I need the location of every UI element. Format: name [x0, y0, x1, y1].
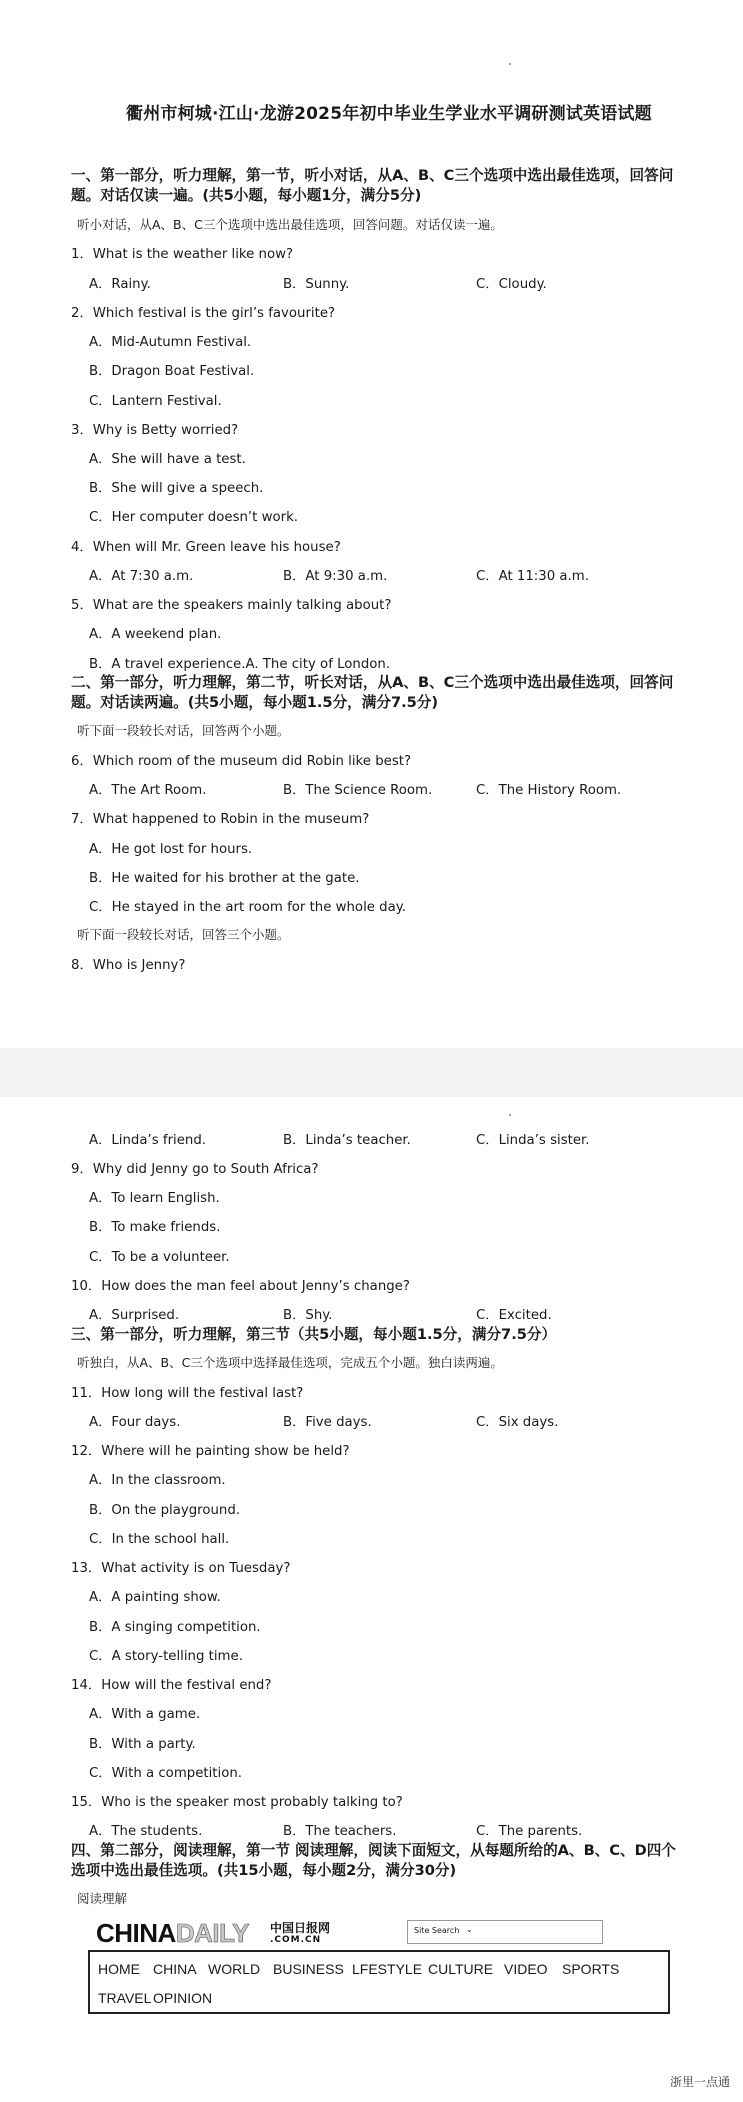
q10-option-a[interactable]: A．Surprised. — [89, 1308, 180, 1323]
logo-cn-text: 中国日报网 — [270, 1921, 331, 1935]
question-14: 14．How will the festival end? — [71, 1678, 272, 1693]
chevron-down-icon[interactable]: ⌄ — [466, 1925, 473, 1934]
question-5: 5．What are the speakers mainly talking about? — [71, 598, 392, 613]
nav-item-culture[interactable]: CULTURE — [428, 1961, 494, 1977]
chinadaily-logo[interactable] — [96, 1918, 249, 1949]
q8-option-a[interactable]: A．Linda’s friend. — [89, 1133, 207, 1148]
nav-item-sports[interactable]: SPORTS — [562, 1961, 620, 1977]
q1-option-b[interactable]: B．Sunny. — [283, 277, 350, 292]
q15-option-b[interactable]: B．The teachers. — [283, 1824, 397, 1839]
q12-option-c[interactable]: C．In the school hall. — [89, 1532, 230, 1547]
question-12: 12．Where will he painting show be held? — [71, 1444, 350, 1459]
logo-daily-text: DAILY — [175, 1918, 249, 1948]
q15-option-c[interactable]: C．The parents. — [476, 1824, 583, 1839]
q1-option-c[interactable]: C．Cloudy. — [476, 277, 547, 292]
question-11: 11．How long will the festival last? — [71, 1386, 304, 1401]
q14-option-c[interactable]: C．With a competition. — [89, 1766, 242, 1781]
q13-option-a[interactable]: A．A painting show. — [89, 1590, 221, 1605]
logo-domain-text: .COM.CN — [270, 1935, 322, 1945]
q14-option-b[interactable]: B．With a party. — [89, 1737, 196, 1752]
nav-item-travel[interactable]: TRAVEL — [98, 1990, 152, 2006]
section-3-header: 三、第一部分，听力理解，第三节（共5小题，每小题1.5分，满分7.5分） — [71, 1326, 557, 1343]
nav-item-china[interactable]: CHINA — [153, 1961, 197, 1977]
question-15: 15．Who is the speaker most probably talking to? — [71, 1795, 403, 1810]
section-4-header: 四、第二部分，阅读理解，第一节 阅读理解，阅读下面短文，从每题所给的A、B、C、D四个选项中选出最佳选项。(共15小题，每小题2分，满分30分) — [71, 1842, 676, 1879]
q8-option-c[interactable]: C．Linda’s sister. — [476, 1133, 590, 1148]
nav-item-opinion[interactable]: OPINION — [153, 1990, 213, 2006]
q5-option-a[interactable]: A．A weekend plan. — [89, 627, 222, 642]
section-4-instruction: 阅读理解 — [77, 1891, 128, 1906]
q6-option-a[interactable]: A．The Art Room. — [89, 783, 207, 798]
q13-option-c[interactable]: C．A story-telling time. — [89, 1649, 243, 1664]
question-4: 4．When will Mr. Green leave his house? — [71, 540, 341, 555]
question-9: 9．Why did Jenny go to South Africa? — [71, 1162, 319, 1177]
question-6: 6．Which room of the museum did Robin like best? — [71, 754, 412, 769]
q1-option-a[interactable]: A．Rainy. — [89, 277, 151, 292]
q10-option-b[interactable]: B．Shy. — [283, 1308, 333, 1323]
q15-option-a[interactable]: A．The students. — [89, 1824, 203, 1839]
q10-option-c[interactable]: C．Excited. — [476, 1308, 552, 1323]
question-1: 1．What is the weather like now? — [71, 247, 294, 262]
q8-option-b[interactable]: B．Linda’s teacher. — [283, 1133, 411, 1148]
logo-china-text: CHINA — [96, 1918, 176, 1948]
q3-option-a[interactable]: A．She will have a test. — [89, 452, 246, 467]
q2-option-b[interactable]: B．Dragon Boat Festival. — [89, 364, 255, 379]
exam-title: 衢州市柯城·江山·龙游2025年初中毕业生学业水平调研测试英语试题 — [126, 104, 652, 124]
nav-item-business[interactable]: BUSINESS — [273, 1961, 344, 1977]
q6-option-c[interactable]: C．The History Room. — [476, 783, 622, 798]
section-2-instruction-a: 听下面一段较长对话，回答两个小题。 — [77, 723, 290, 738]
q11-option-c[interactable]: C．Six days. — [476, 1415, 559, 1430]
q11-option-a[interactable]: A．Four days. — [89, 1415, 181, 1430]
section-2-header: 二、第一部分，听力理解，第二节，听长对话，从A、B、C三个选项中选出最佳选项，回答问题。对话读两遍。(共5小题，每小题1.5分，满分7.5分) — [71, 674, 674, 711]
nav-item-lifestyle[interactable]: LFESTYLE — [352, 1961, 423, 1977]
section-1-header: 一、第一部分，听力理解，第一节，听小对话，从A、B、C三个选项中选出最佳选项，回答问题。对话仅读一遍。(共5小题，每小题1分，满分5分) — [71, 167, 674, 204]
q11-option-b[interactable]: B．Five days. — [283, 1415, 372, 1430]
section-3-instruction: 听独白，从A、B、C三个选项中选择最佳选项，完成五个小题。独白读两遍。 — [77, 1355, 503, 1370]
q3-option-c[interactable]: C．Her computer doesn’t work. — [89, 510, 298, 525]
chinadaily-nav — [88, 1950, 670, 2014]
question-13: 13．What activity is on Tuesday? — [71, 1561, 291, 1576]
question-8: 8．Who is Jenny? — [71, 958, 186, 973]
q12-option-b[interactable]: B．On the playground. — [89, 1503, 241, 1518]
scan-dot — [509, 63, 511, 65]
section-2-instruction-b: 听下面一段较长对话，回答三个小题。 — [77, 927, 290, 942]
site-search-label: Site Search — [414, 1926, 460, 1935]
q2-option-a[interactable]: A．Mid-Autumn Festival. — [89, 335, 252, 350]
q2-option-c[interactable]: C．Lantern Festival. — [89, 394, 222, 409]
question-10: 10．How does the man feel about Jenny’s change? — [71, 1279, 410, 1294]
question-7: 7．What happened to Robin in the museum? — [71, 812, 370, 827]
question-3: 3．Why is Betty worried? — [71, 423, 239, 438]
nav-item-home[interactable]: HOME — [98, 1961, 140, 1977]
question-2: 2．Which festival is the girl’s favourite? — [71, 306, 336, 321]
q7-option-c[interactable]: C．He stayed in the art room for the whole day. — [89, 900, 406, 915]
q9-option-b[interactable]: B．To make friends. — [89, 1220, 221, 1235]
q9-option-a[interactable]: A．To learn English. — [89, 1191, 220, 1206]
q12-option-a[interactable]: A．In the classroom. — [89, 1473, 226, 1488]
watermark: 浙里一点通 — [670, 2075, 731, 2089]
site-search-box[interactable] — [407, 1920, 603, 1944]
q6-option-b[interactable]: B．The Science Room. — [283, 783, 433, 798]
q9-option-c[interactable]: C．To be a volunteer. — [89, 1250, 230, 1265]
q4-option-a[interactable]: A．At 7:30 a.m. — [89, 569, 194, 584]
q3-option-b[interactable]: B．She will give a speech. — [89, 481, 264, 496]
q7-option-a[interactable]: A．He got lost for hours. — [89, 842, 253, 857]
nav-item-world[interactable]: WORLD — [208, 1961, 261, 1977]
nav-item-video[interactable]: VIDEO — [504, 1961, 548, 1977]
chinadaily-cn-logo — [270, 1922, 330, 1946]
section-1-instruction: 听小对话，从A、B、C三个选项中选出最佳选项，回答问题。对话仅读一遍。 — [77, 217, 503, 232]
q5-option-b[interactable]: B．A travel experience.A. The city of London. — [89, 657, 391, 672]
q13-option-b[interactable]: B．A singing competition. — [89, 1620, 261, 1635]
q4-option-b[interactable]: B．At 9:30 a.m. — [283, 569, 388, 584]
q4-option-c[interactable]: C．At 11:30 a.m. — [476, 569, 589, 584]
q14-option-a[interactable]: A．With a game. — [89, 1707, 201, 1722]
scan-dot — [509, 1114, 511, 1116]
q7-option-b[interactable]: B．He waited for his brother at the gate. — [89, 871, 360, 886]
